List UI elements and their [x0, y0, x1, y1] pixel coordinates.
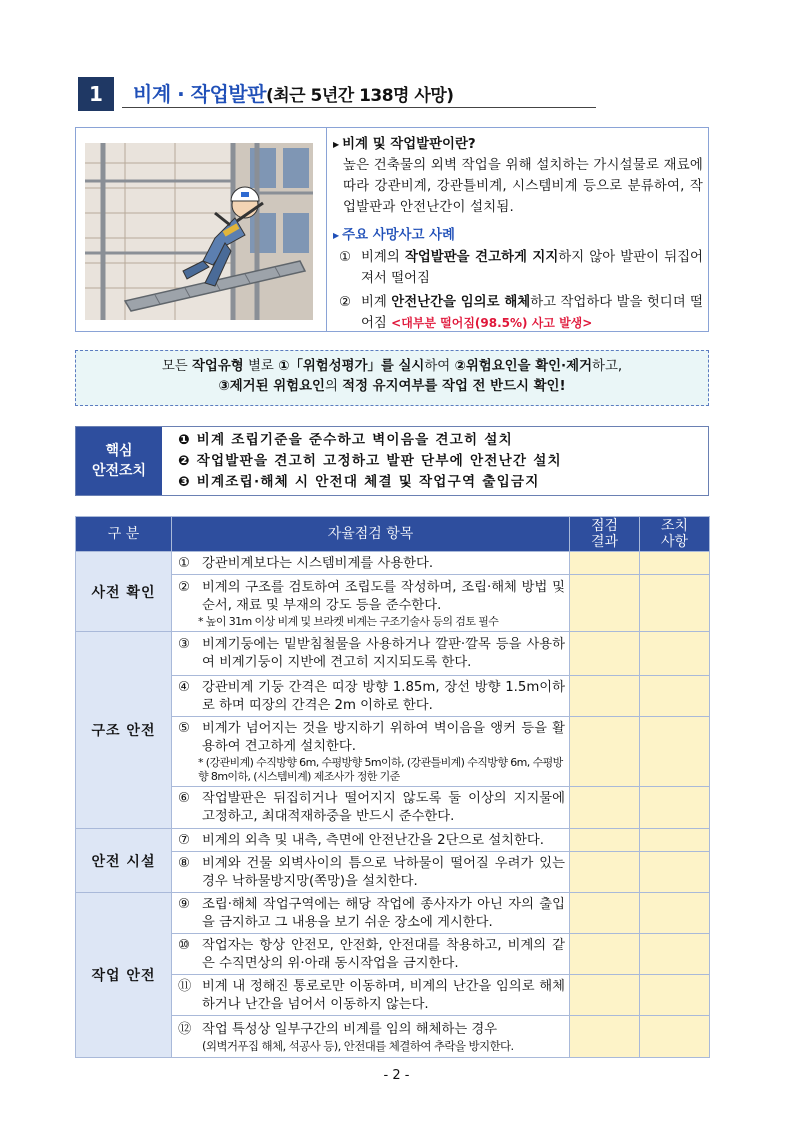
category-cell: 사전 확인 — [76, 552, 172, 632]
definition-text: 높은 건축물의 외벽 작업을 위해 설치하는 가시설물로 재료에 따라 강관비계, 강관틀비계, 시스템비계 등으로 분류하여, 작업발판과 안전난간이 설치됨. — [343, 158, 703, 215]
triangle-bullet-icon: ▶ — [333, 231, 340, 240]
accident-item: ① 비계의 작업발판을 견고하게 지지하지 않아 발판이 뒤집어져서 떨어짐 — [339, 250, 703, 286]
check-item-text: 작업발판은 뒤집히거나 떨어지지 않도록 둘 이상의 지지물에 고정하고, 최대적재하중을 반드시 준수한다. — [202, 791, 565, 824]
action-cell[interactable] — [640, 934, 710, 975]
accident-statistic: <대부분 떨어짐(98.5%) 사고 발생> — [391, 316, 593, 330]
result-cell[interactable] — [570, 676, 640, 717]
notice-box — [75, 350, 709, 406]
check-item-text: 작업자는 항상 안전모, 안전화, 안전대를 착용하고, 비계의 같은 수직면상의 위·아래 동시작업을 금지한다. — [202, 937, 565, 971]
check-item-text: 비계가 넘어지는 것을 방지하기 위하여 벽이음을 앵커 등을 활용하여 견고하게 설치한다. — [202, 721, 565, 754]
check-item-text: 강관비계보다는 시스템비계를 사용한다. — [202, 555, 434, 571]
table-row: ⑤ 비계가 넘어지는 것을 방지하기 위하여 벽이음을 앵커 등을 활용하여 견고하게 설치한다. * (강관비계) 수직방향 6m, 수평방향 5m이하, (강관틀비계) 수직방향 6m, 수평방향 8m이하, (시스템비계) 제조사가 정한 기준 — [76, 717, 710, 787]
check-item-text: 비계 내 정해진 통로로만 이동하며, 비계의 난간을 임의로 해체하거나 난간을 넘어서 이동하지 않는다. — [202, 978, 565, 1012]
result-cell[interactable] — [570, 787, 640, 829]
triangle-bullet-icon: ▶ — [333, 140, 340, 149]
result-cell[interactable] — [570, 829, 640, 852]
check-item-text: 비계기둥에는 밑받침철물을 사용하거나 깔판·깔목 등을 사용하여 비계기둥이 지반에 견고히 지지되도록 한다. — [202, 637, 565, 670]
action-cell[interactable] — [640, 552, 710, 575]
page-title — [133, 78, 454, 107]
result-cell[interactable] — [570, 934, 640, 975]
action-cell[interactable] — [640, 1016, 710, 1058]
result-cell[interactable] — [570, 575, 640, 632]
action-cell[interactable] — [640, 632, 710, 676]
result-cell[interactable] — [570, 893, 640, 934]
title-underline — [122, 107, 596, 108]
table-row: ② 비계의 구조를 검토하여 조립도를 작성하며, 조립·해체 방법 및 순서, 재료 및 부재의 강도 등을 준수한다. * 높이 31m 이상 비계 및 브라켓 비계는 구조기술사 등의 검토 필수 — [76, 575, 710, 632]
action-cell[interactable] — [640, 893, 710, 934]
action-cell[interactable] — [640, 575, 710, 632]
action-cell[interactable] — [640, 975, 710, 1016]
intro-divider — [326, 128, 327, 331]
definition-heading: ▶ 비계 및 작업발판이란? — [333, 134, 703, 155]
intro-text — [333, 134, 703, 334]
category-cell: 구조 안전 — [76, 632, 172, 829]
check-item-text: 강관비계 기둥 간격은 띠장 방향 1.85m, 장선 방향 1.5m이하로 하며 띠장의 간격은 2m 이하로 한다. — [202, 679, 565, 713]
check-item-note: * 높이 31m 이상 비계 및 브라켓 비계는 구조기술사 등의 검토 필수 — [198, 614, 499, 628]
table-row: ④ 강관비계 기둥 간격은 띠장 방향 1.85m, 장선 방향 1.5m이하로 하며 띠장의 간격은 2m 이하로 한다. — [76, 676, 710, 717]
result-cell[interactable] — [570, 632, 640, 676]
check-item-text: 비계의 구조를 검토하여 조립도를 작성하며, 조립·해체 방법 및 순서, 재료 및 부재의 강도 등을 준수한다. — [202, 579, 565, 613]
result-cell[interactable] — [570, 552, 640, 575]
accident-item: ② 비계 안전난간을 임의로 해체하고 작업하다 발을 헛디뎌 떨어짐 <대부분 떨어짐(98.5%) 사고 발생> — [339, 295, 703, 331]
accident-heading: ▶ 주요 사망사고 사례 — [333, 225, 703, 246]
table-row: 구조 안전 ③ 비계기둥에는 밑받침철물을 사용하거나 깔판·깔목 등을 사용하여 비계기둥이 지반에 견고히 지지되도록 한다. — [76, 632, 710, 676]
action-cell[interactable] — [640, 787, 710, 829]
core-safety-items — [178, 430, 562, 493]
core-item: ❶ 비계 조립기준을 준수하고 벽이음을 견고히 설치 — [178, 432, 513, 448]
header-action: 조치 사항 — [640, 517, 710, 552]
check-item-note: (외벽거푸집 해체, 석공사 등), 안전대를 체결하여 추락을 방지한다. — [202, 1039, 514, 1053]
check-item-text: 조립·해체 작업구역에는 해당 작업에 종사자가 아닌 자의 출입을 금지하고 그 내용을 보기 쉬운 장소에 게시한다. — [202, 896, 565, 930]
category-cell: 안전 시설 — [76, 829, 172, 893]
scaffold-fall-illustration — [85, 143, 313, 320]
core-item: ❷ 작업발판을 견고히 고정하고 발판 단부에 안전난간 설치 — [178, 453, 562, 469]
table-row: 작업 안전 ⑨ 조립·해체 작업구역에는 해당 작업에 종사자가 아닌 자의 출입을 금지하고 그 내용을 보기 쉬운 장소에 게시한다. — [76, 893, 710, 934]
section-number: 1 — [78, 77, 114, 111]
table-row: ⑧ 비계와 건물 외벽사이의 틈으로 낙하물이 떨어질 우려가 있는 경우 낙하물방지망(쪽망)을 설치한다. — [76, 852, 710, 893]
core-safety-label: 핵심 안전조치 — [76, 427, 162, 495]
notice-line-1: 모든 작업유형 별로 ①「위험성평가」를 실시하여 ②위험요인을 확인·제거하고, — [161, 359, 623, 374]
check-item-note: * (강관비계) 수직방향 6m, 수평방향 5m이하, (강관틀비계) 수직방향 6m, 수평방향 8m이하, (시스템비계) 제조사가 정한 기준 — [198, 756, 563, 783]
result-cell[interactable] — [570, 1016, 640, 1058]
category-cell: 작업 안전 — [76, 893, 172, 1058]
result-cell[interactable] — [570, 852, 640, 893]
checklist-table — [75, 516, 710, 1058]
check-item-text: 비계와 건물 외벽사이의 틈으로 낙하물이 떨어질 우려가 있는 경우 낙하물방지망(쪽망)을 설치한다. — [202, 855, 565, 889]
action-cell[interactable] — [640, 829, 710, 852]
table-row: ⑥ 작업발판은 뒤집히거나 떨어지지 않도록 둘 이상의 지지물에 고정하고, 최대적재하중을 반드시 준수한다. — [76, 787, 710, 829]
title-main: 비계 · 작업발판 — [133, 82, 266, 106]
page-number: - 2 - — [383, 1068, 410, 1083]
action-cell[interactable] — [640, 852, 710, 893]
header-result: 점검 결과 — [570, 517, 640, 552]
result-cell[interactable] — [570, 975, 640, 1016]
result-cell[interactable] — [570, 717, 640, 787]
notice-line-2: ③제거된 위험요인의 적정 유지여부를 작업 전 반드시 확인! — [218, 379, 566, 394]
check-item-text: 작업 특성상 일부구간의 비계를 임의 해체하는 경우 — [202, 1022, 498, 1037]
table-row: ⑫ 작업 특성상 일부구간의 비계를 임의 해체하는 경우 (외벽거푸집 해체, 석공사 등), 안전대를 체결하여 추락을 방지한다. — [76, 1016, 710, 1058]
action-cell[interactable] — [640, 676, 710, 717]
header-item: 자율점검 항목 — [172, 517, 570, 552]
table-row: 안전 시설 ⑦ 비계의 외측 및 내측, 측면에 안전난간을 2단으로 설치한다. — [76, 829, 710, 852]
table-row: ⑩ 작업자는 항상 안전모, 안전화, 안전대를 착용하고, 비계의 같은 수직면상의 위·아래 동시작업을 금지한다. — [76, 934, 710, 975]
core-item: ❸ 비계조립·해체 시 안전대 체결 및 작업구역 출입금지 — [178, 474, 540, 490]
table-row: ⑪ 비계 내 정해진 통로로만 이동하며, 비계의 난간을 임의로 해체하거나 난간을 넘어서 이동하지 않는다. — [76, 975, 710, 1016]
header-category: 구 분 — [76, 517, 172, 552]
title-sub: (최근 5년간 138명 사망) — [265, 86, 454, 106]
check-item-text: 비계의 외측 및 내측, 측면에 안전난간을 2단으로 설치한다. — [202, 832, 544, 848]
action-cell[interactable] — [640, 717, 710, 787]
table-row: 사전 확인 ① 강관비계보다는 시스템비계를 사용한다. — [76, 552, 710, 575]
